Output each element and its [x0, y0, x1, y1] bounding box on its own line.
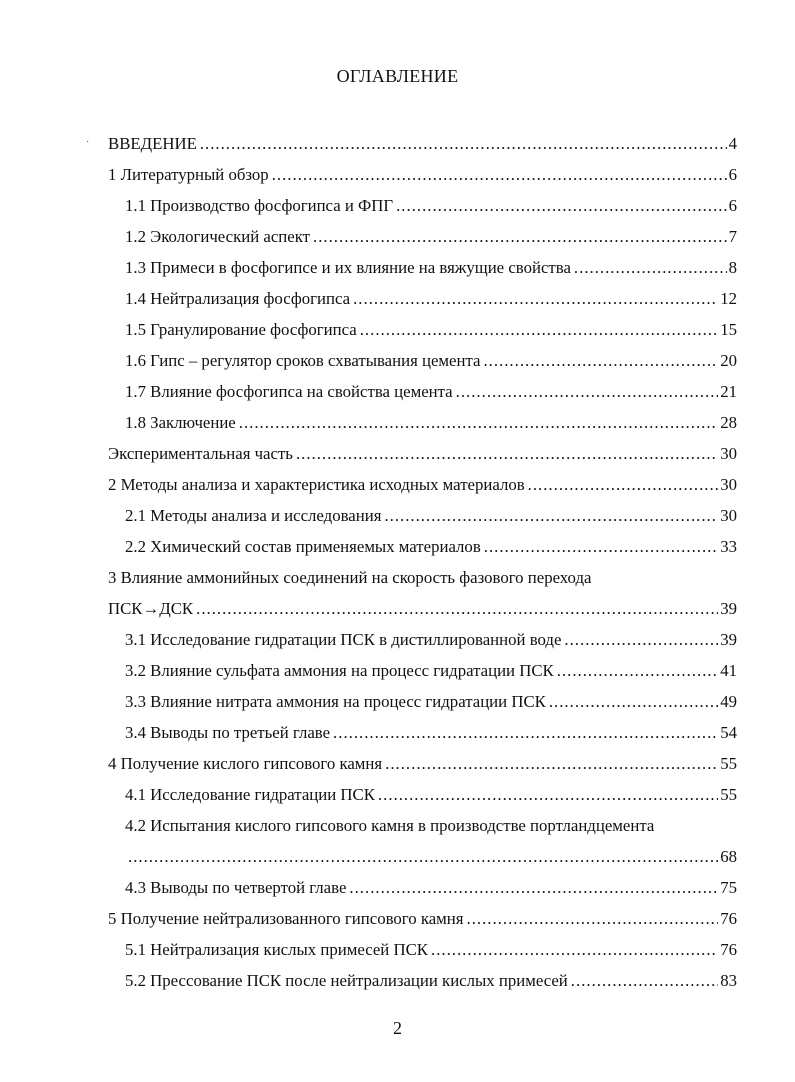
- toc-entry[interactable]: [0, 841, 795, 872]
- toc-entry-title: 1.6 Гипс – регулятор сроков схватывания цемента: [125, 351, 481, 370]
- dot-leader: [353, 283, 718, 314]
- toc-entry[interactable]: [0, 252, 795, 283]
- toc-entry-title: 5.2 Прессование ПСК после нейтрализации кислых примесей: [125, 971, 568, 990]
- toc-entry[interactable]: [0, 903, 795, 934]
- toc-entry-title: 2.2 Химический состав применяемых материалов: [125, 537, 481, 556]
- toc-entry[interactable]: [0, 593, 795, 624]
- dot-leader: [196, 593, 718, 624]
- toc-entry[interactable]: [0, 655, 795, 686]
- toc-entry-title: 2.1 Методы анализа и исследования: [125, 506, 382, 525]
- toc-entry[interactable]: [0, 345, 795, 376]
- toc-entry-title: 3.2 Влияние сульфата аммония на процесс гидратации ПСК: [125, 661, 554, 680]
- toc-entry-title: 1.7 Влияние фосфогипса на свойства цемента: [125, 382, 453, 401]
- toc-entry-page: 6: [728, 165, 737, 184]
- dot-leader: [431, 934, 718, 965]
- toc-entry-page: 54: [720, 723, 737, 742]
- dot-leader: [467, 903, 719, 934]
- toc-entry-wrapped[interactable]: [0, 810, 795, 841]
- toc-entry-title: Экспериментальная часть: [108, 444, 293, 463]
- toc-entry-page: 49: [720, 692, 737, 711]
- dot-leader: [549, 686, 718, 717]
- dot-leader: [396, 190, 727, 221]
- toc-entry-wrapped[interactable]: [0, 562, 795, 593]
- toc-entry-title: 1.2 Экологический аспект: [125, 227, 311, 246]
- toc-entry[interactable]: [0, 779, 795, 810]
- toc-entry[interactable]: [0, 283, 795, 314]
- toc-entry-page: 41: [720, 661, 737, 680]
- toc-entry-title: 4.2 Испытания кислого гипсового камня в производстве портландцемента: [125, 816, 655, 835]
- toc-entry-page: 75: [720, 878, 737, 897]
- toc-entry[interactable]: [0, 717, 795, 748]
- toc-entry-page: 76: [720, 940, 737, 959]
- toc-entry-title: 2 Методы анализа и характеристика исходных материалов: [108, 475, 525, 494]
- toc-entry-title: 1.4 Нейтрализация фосфогипса: [125, 289, 351, 308]
- toc-entry-title: 1.1 Производство фосфогипса и ФПГ: [125, 196, 394, 215]
- toc-entry-title: ПСК→ДСК: [108, 599, 194, 618]
- toc-entry[interactable]: [0, 934, 795, 965]
- dot-leader: [557, 655, 718, 686]
- toc-entry-page: 15: [720, 320, 737, 339]
- toc-entry[interactable]: [0, 376, 795, 407]
- toc-entry-page: 20: [720, 351, 737, 370]
- page-title: ОГЛАВЛЕНИЕ: [336, 66, 459, 86]
- dot-leader: [313, 221, 727, 252]
- toc-entry-page: 33: [720, 537, 737, 556]
- dot-leader: [128, 841, 718, 872]
- toc-entry[interactable]: [0, 686, 795, 717]
- toc-entry-title: 3 Влияние аммонийных соединений на скорость фазового перехода: [108, 568, 592, 587]
- dot-leader: [239, 407, 718, 438]
- toc-entry-page: 39: [720, 630, 737, 649]
- toc-entry-title: 3.3 Влияние нитрата аммония на процесс гидратации ПСК: [125, 692, 546, 711]
- toc-entry[interactable]: [0, 221, 795, 252]
- toc-entry[interactable]: [0, 748, 795, 779]
- dot-leader: [333, 717, 718, 748]
- dot-leader: [360, 314, 718, 345]
- dot-leader: [528, 469, 719, 500]
- toc-entry-title: 3.4 Выводы по третьей главе: [125, 723, 331, 742]
- margin-mark: ·: [86, 137, 90, 148]
- toc-entry-page: 83: [720, 971, 737, 990]
- dot-leader: [571, 965, 718, 996]
- toc-entry-page: 21: [720, 382, 737, 401]
- toc-entry[interactable]: [0, 314, 795, 345]
- dot-leader: [456, 376, 719, 407]
- toc-entry-page: 4: [728, 134, 737, 153]
- toc-entry-page: 8: [728, 258, 737, 277]
- toc-entry-title: 4 Получение кислого гипсового камня: [108, 754, 383, 773]
- toc-entry[interactable]: [0, 624, 795, 655]
- dot-leader: [272, 159, 727, 190]
- toc-entry-title: 1.8 Заключение: [125, 413, 236, 432]
- dot-leader: [484, 531, 718, 562]
- toc-entry-page: 30: [720, 475, 737, 494]
- toc-entry[interactable]: [0, 469, 795, 500]
- toc-entry[interactable]: [0, 965, 795, 996]
- dot-leader: [564, 624, 718, 655]
- dot-leader: [378, 779, 718, 810]
- toc-entry-title: 3.1 Исследование гидратации ПСК в дистиллированной воде: [125, 630, 562, 649]
- toc-entry[interactable]: [0, 872, 795, 903]
- toc-entry-page: 28: [720, 413, 737, 432]
- dot-leader: [385, 748, 718, 779]
- table-of-contents: [0, 128, 795, 996]
- toc-entry-page: 6: [728, 196, 737, 215]
- toc-entry-page: 12: [720, 289, 737, 308]
- toc-entry-page: 76: [720, 909, 737, 928]
- dot-leader: [296, 438, 718, 469]
- toc-entry-title: 1.5 Гранулирование фосфогипса: [125, 320, 357, 339]
- toc-entry-page: 68: [720, 847, 737, 866]
- toc-entry-title: 4.1 Исследование гидратации ПСК: [125, 785, 375, 804]
- toc-entry-title: 5 Получение нейтрализованного гипсового камня: [108, 909, 464, 928]
- dot-leader: [200, 128, 727, 159]
- toc-entry[interactable]: [0, 128, 795, 159]
- toc-entry[interactable]: [0, 159, 795, 190]
- toc-entry-page: 30: [720, 444, 737, 463]
- toc-entry-title: 1 Литературный обзор: [108, 165, 269, 184]
- toc-entry-title: 4.3 Выводы по четвертой главе: [125, 878, 347, 897]
- toc-entry-title: 5.1 Нейтрализация кислых примесей ПСК: [125, 940, 428, 959]
- toc-entry-page: 39: [720, 599, 737, 618]
- toc-entry[interactable]: [0, 407, 795, 438]
- toc-entry-title: 1.3 Примеси в фосфогипсе и их влияние на вяжущие свойства: [125, 258, 571, 277]
- toc-entry[interactable]: [0, 531, 795, 562]
- toc-entry[interactable]: [0, 438, 795, 469]
- toc-entry[interactable]: [0, 190, 795, 221]
- dot-leader: [349, 872, 718, 903]
- toc-entry-page: 55: [720, 754, 737, 773]
- toc-entry[interactable]: [0, 500, 795, 531]
- toc-entry-page: 55: [720, 785, 737, 804]
- dot-leader: [384, 500, 718, 531]
- page-number: 2: [393, 1018, 402, 1038]
- dot-leader: [483, 345, 718, 376]
- toc-entry-page: 30: [720, 506, 737, 525]
- toc-entry-page: 7: [728, 227, 737, 246]
- dot-leader: [574, 252, 727, 283]
- toc-entry-title: ВВЕДЕНИЕ: [108, 134, 197, 153]
